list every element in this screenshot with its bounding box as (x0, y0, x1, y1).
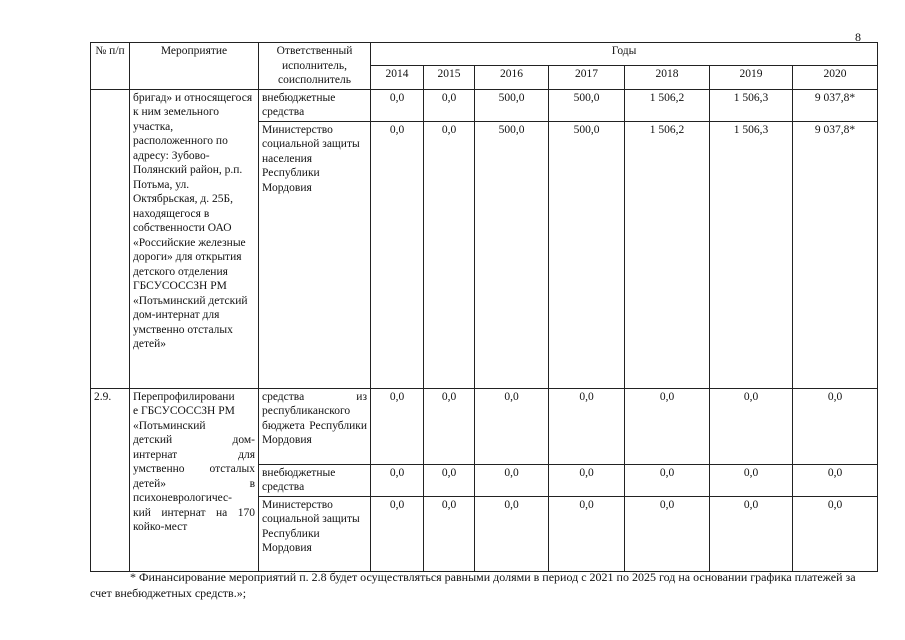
value-cell: 0,0 (475, 496, 549, 571)
value-cell: 0,0 (793, 388, 878, 464)
value-cell: 0,0 (549, 388, 625, 464)
event-line: детский дом- (133, 434, 255, 446)
value-cell: 1 506,2 (625, 121, 710, 388)
value-cell: 0,0 (371, 388, 424, 464)
value-cell: 1 506,3 (710, 89, 793, 121)
event-line: е ГБСУСОССЗН РМ (133, 405, 235, 417)
event-line: интернат для (133, 448, 255, 461)
year-header: 2014 (371, 66, 424, 89)
header-row (91, 43, 878, 66)
value-cell: 0,0 (475, 388, 549, 464)
responsible-cell: внебюджетные средства (259, 464, 371, 496)
value-cell: 0,0 (549, 464, 625, 496)
header-responsible: Ответственный исполнитель, соисполнитель (259, 43, 371, 90)
value-cell: 0,0 (371, 89, 424, 121)
value-cell: 1 506,2 (625, 89, 710, 121)
responsible-cell: Министерство социальной защиты Республики Мордовия (259, 496, 371, 571)
value-cell: 0,0 (710, 388, 793, 464)
table-row (91, 89, 878, 121)
value-cell: 500,0 (549, 121, 625, 388)
value-cell: 1 506,3 (710, 121, 793, 388)
year-header: 2019 (710, 66, 793, 89)
value-cell: 500,0 (475, 121, 549, 388)
value-cell: 0,0 (710, 464, 793, 496)
header-event: Мероприятие (130, 43, 259, 90)
responsible-cell: Министерство социальной защиты населения Республики Мордовия (259, 121, 371, 388)
footnote: * Финансирование мероприятий п. 2.8 будет осуществляться равными долями в период с 2021 по 2025 год на основании графика платежей за счет внебюджетных средств.»; (90, 570, 856, 600)
value-cell: 0,0 (549, 496, 625, 571)
year-header: 2016 (475, 66, 549, 89)
event-line: детей» в (133, 477, 255, 490)
value-cell: 0,0 (625, 388, 710, 464)
value-cell: 0,0 (625, 496, 710, 571)
header-years: Годы (371, 43, 878, 66)
year-header: 2018 (625, 66, 710, 89)
row-num-cell (91, 89, 130, 388)
event-line: кий интернат на 170 (133, 506, 255, 519)
value-cell: 0,0 (793, 464, 878, 496)
value-cell: 500,0 (549, 89, 625, 121)
value-cell: 9 037,8* (793, 121, 878, 388)
row-num-cell: 2.9. (91, 388, 130, 571)
year-header: 2020 (793, 66, 878, 89)
year-header: 2015 (424, 66, 475, 89)
table-row (91, 388, 878, 464)
responsible-cell: средства из республиканского бюджета Республики Мордовия (259, 388, 371, 464)
value-cell: 9 037,8* (793, 89, 878, 121)
value-cell: 0,0 (424, 464, 475, 496)
event-line: психоневрологичес- (133, 492, 232, 504)
value-cell: 0,0 (371, 121, 424, 388)
responsible-cell: внебюджетные средства (259, 89, 371, 121)
value-cell: 500,0 (475, 89, 549, 121)
value-cell: 0,0 (710, 496, 793, 571)
event-cell (130, 388, 259, 571)
value-cell: 0,0 (793, 496, 878, 571)
event-line: койко-мест (133, 521, 188, 533)
value-cell: 0,0 (625, 464, 710, 496)
financing-table (90, 42, 878, 572)
event-line: умственно отсталых (133, 463, 255, 475)
value-cell: 0,0 (371, 464, 424, 496)
event-line: «Потьминский (133, 419, 206, 432)
header-num: № п/п (91, 43, 130, 90)
value-cell: 0,0 (424, 89, 475, 121)
value-cell: 0,0 (424, 496, 475, 571)
value-cell: 0,0 (424, 388, 475, 464)
value-cell: 0,0 (475, 464, 549, 496)
event-cell: бригад» и относящегося к ним земельного участка, расположенного по адресу: Зубово-Полянский район, р.п. Потьма, ул. Октябрьская, д. 25Б, находящегося в собственности ОАО «Российские железные дороги» для открытия детского отделения ГБСУСОССЗН РМ «Потьминский детский дом-интернат для умственно отсталых детей» (130, 89, 259, 388)
event-line: Перепрофилировани (133, 390, 235, 403)
page-number: 8 (855, 30, 861, 44)
value-cell: 0,0 (424, 121, 475, 388)
year-header: 2017 (549, 66, 625, 89)
value-cell: 0,0 (371, 496, 424, 571)
